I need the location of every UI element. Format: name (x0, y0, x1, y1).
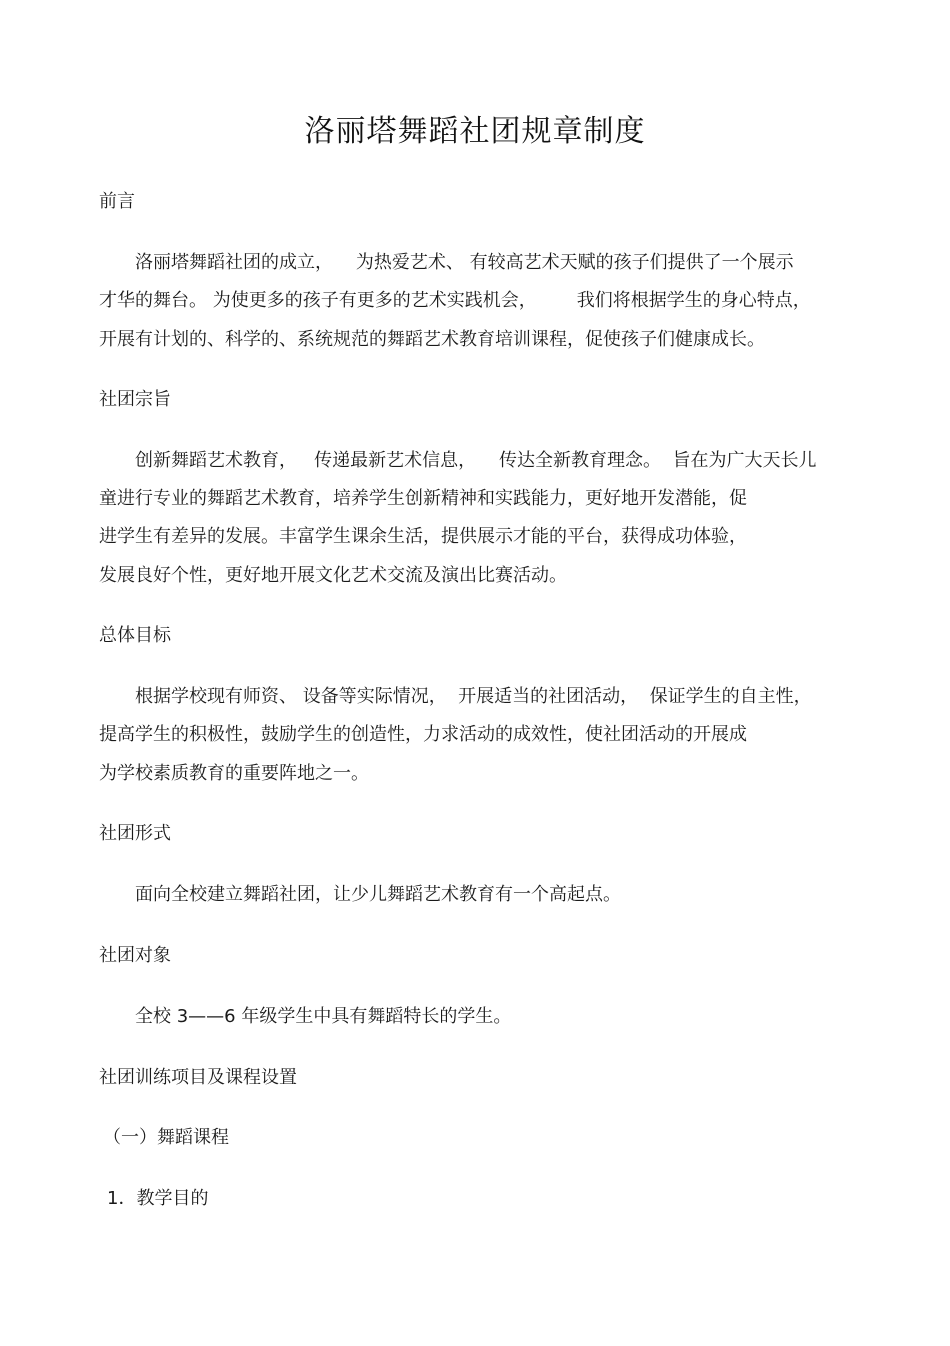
paragraph-line: 洛丽塔舞蹈社团的成立， 为热爱艺术、 有较高艺术天赋的孩子们提供了一个展示 (135, 252, 794, 273)
paragraph-line: 童进行专业的舞蹈艺术教育，培养学生创新精神和实践能力，更好地开发潜能，促 (99, 488, 747, 509)
paragraph-line: 面向全校建立舞蹈社团，让少儿舞蹈艺术教育有一个高起点。 (135, 884, 621, 905)
section-heading-form: 社团形式 (99, 823, 171, 844)
section-heading-purpose: 社团宗旨 (99, 389, 171, 410)
section-heading-preface: 前言 (99, 191, 135, 212)
paragraph-line: 为学校素质教育的重要阵地之一。 (99, 763, 369, 784)
paragraph-line: 提高学生的积极性，鼓励学生的创造性，力求活动的成效性，使社团活动的开展成 (99, 724, 747, 745)
paragraph-line: 创新舞蹈艺术教育， 传递最新艺术信息， 传达全新教育理念。 旨在为广大天长儿 (135, 450, 817, 471)
paragraph-line: 才华的舞台。 为使更多的孩子有更多的艺术实践机会， 我们将根据学生的身心特点， (99, 290, 811, 311)
subheading-dance-course: （一）舞蹈课程 (103, 1127, 229, 1148)
paragraph-line: 根据学校现有师资、 设备等实际情况， 开展适当的社团活动， 保证学生的自主性， (135, 686, 812, 707)
paragraph-line: 开展有计划的、科学的、系统规范的舞蹈艺术教育培训课程，促使孩子们健康成长。 (99, 329, 765, 350)
section-heading-training: 社团训练项目及课程设置 (99, 1067, 297, 1088)
paragraph-line: 发展良好个性，更好地开展文化艺术交流及演出比赛活动。 (99, 565, 567, 586)
page-title: 洛丽塔舞蹈社团规章制度 (304, 114, 646, 149)
subheading-teaching-purpose: 1．教学目的 (107, 1188, 209, 1209)
paragraph-line: 全校 3——6 年级学生中具有舞蹈特长的学生。 (135, 1006, 512, 1027)
section-heading-goals: 总体目标 (99, 625, 171, 646)
section-heading-target: 社团对象 (99, 945, 171, 966)
paragraph-line: 进学生有差异的发展。丰富学生课余生活，提供展示才能的平台，获得成功体验， (99, 526, 747, 547)
